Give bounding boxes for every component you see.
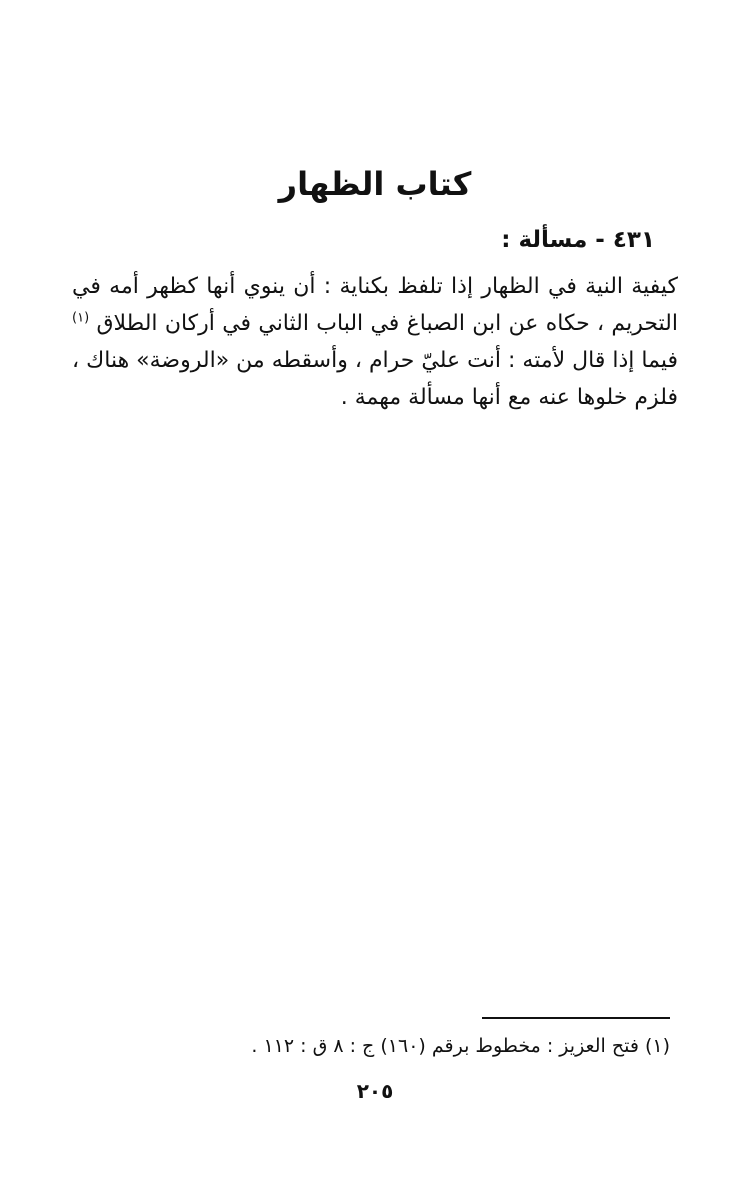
footnote-reference-marker: (١): [72, 310, 90, 326]
issue-body-paragraph: [72, 268, 678, 416]
page-number: ٢٠٥: [356, 1079, 394, 1103]
body-text-after-reference: فيما إذا قال لأمته : أنت عليّ حرام ، وأسقطه من «الروضة» هناك ، فلزم خلوها عنه مع أنها مسألة مهمة .: [72, 348, 678, 410]
footnote-separator-rule: [482, 1017, 670, 1019]
footnote-text: (١) فتح العزيز : مخطوط برقم (١٦٠) ج : ٨ ق : ١١٢ .: [251, 1035, 670, 1057]
issue-heading: ٤٣١ - مسألة :: [501, 227, 655, 253]
body-text-before-reference: كيفية النية في الظهار إذا تلفظ بكناية : أن ينوي أنها كظهر أمه في التحريم ، حكاه عن ابن الصباغ في الباب الثاني في أركان الطلاق: [72, 274, 678, 336]
chapter-title: كتاب الظهار: [278, 165, 472, 203]
